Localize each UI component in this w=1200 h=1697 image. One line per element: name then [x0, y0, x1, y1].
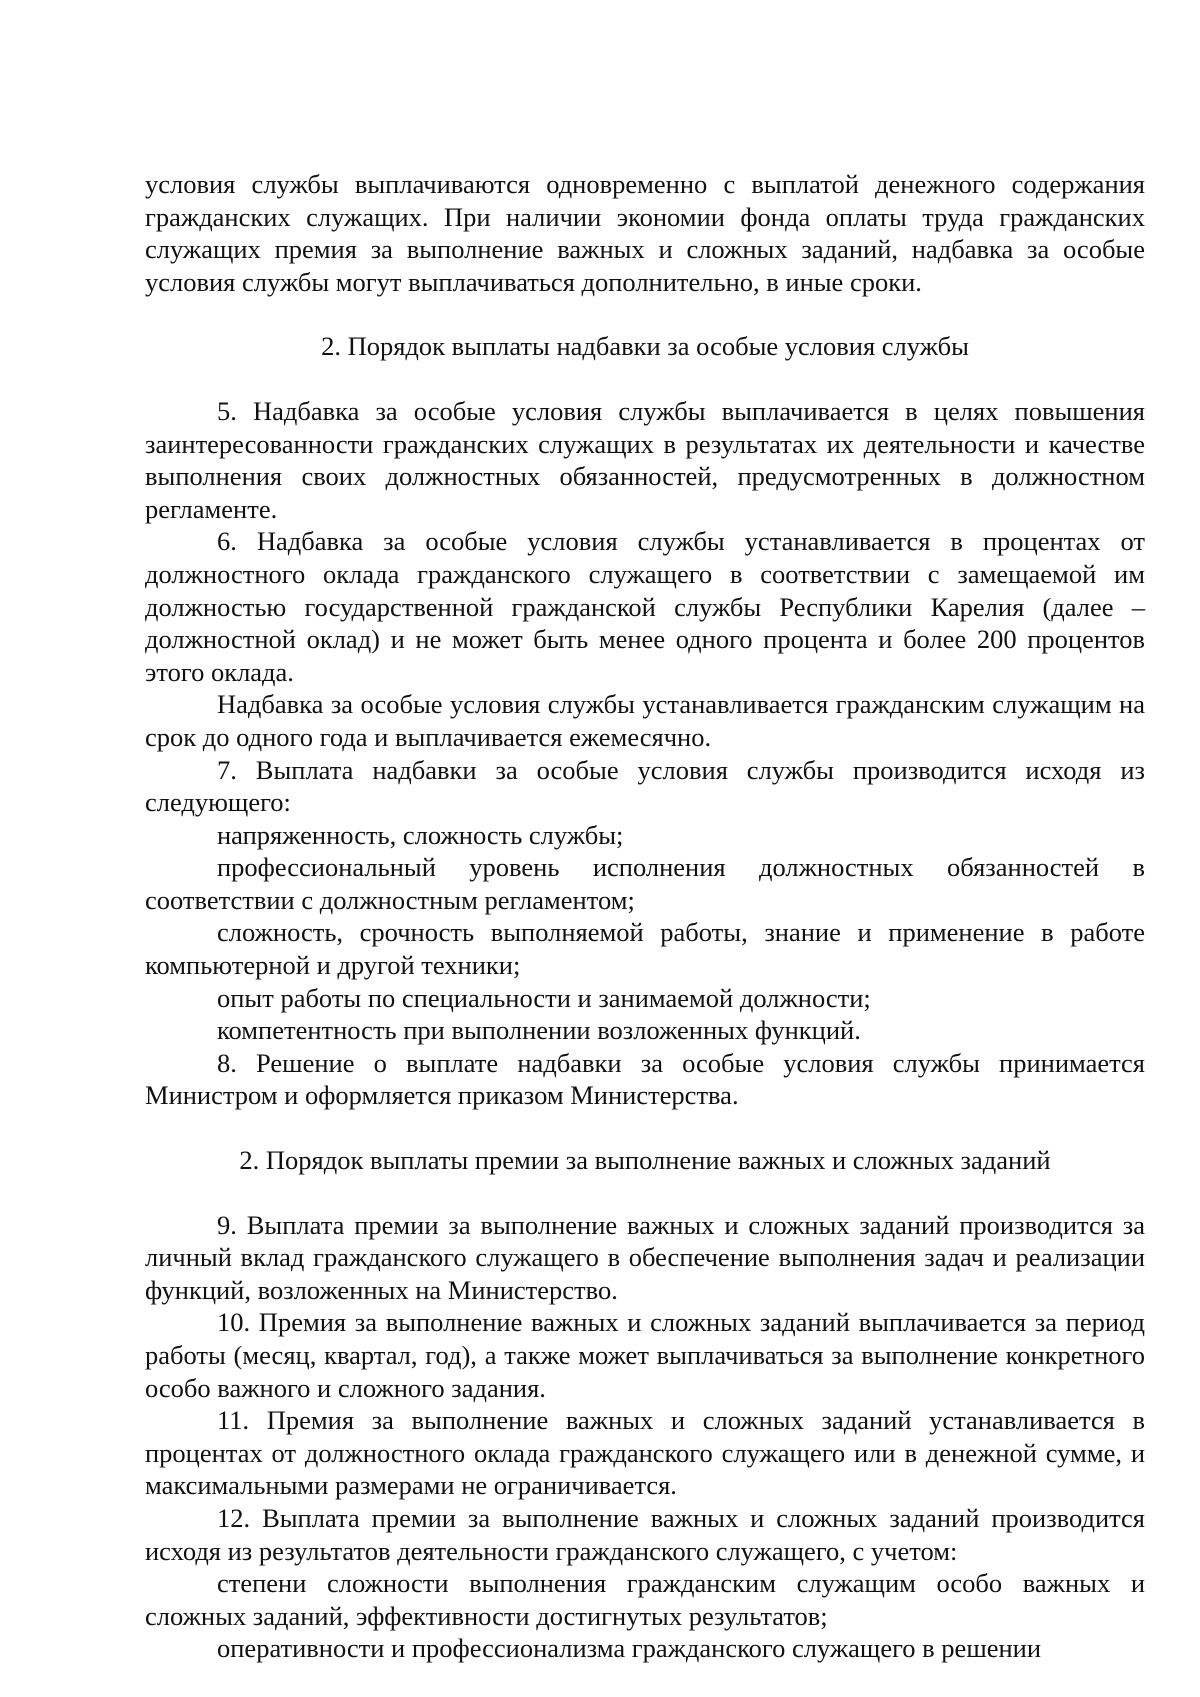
paragraph-item-7: 7. Выплата надбавки за особые условия службы производится исходя из следующего:: [145, 754, 1145, 818]
criteria-item: опыт работы по специальности и занимаемой должности;: [217, 982, 871, 1013]
paragraph-item-9: 9. Выплата премии за выполнение важных и сложных заданий производится за личный вклад гражданского служащего в обеспечение выполнения задач и реализации функций, возложенных на Министерство.: [145, 1209, 1145, 1305]
paragraph-item-6-term: Надбавка за особые условия службы устанавливается гражданским служащим на срок до одного года и выплачивается ежемесячно.: [145, 689, 1145, 752]
paragraph-continuation: условия службы выплачиваются одновременно с выплатой денежного содержания гражданских служащих. При наличии экономии фонда оплаты труда гражданских служащих премия за выполнение важных и сложных заданий, надбавка за особые условия службы могут выплачиваться дополнительно, в иные сроки.: [145, 169, 1145, 297]
paragraph-item-8: 8. Решение о выплате надбавки за особые условия службы принимается Министром и оформляется приказом Министерства.: [145, 1047, 1145, 1111]
document-body: [145, 168, 1145, 1665]
section-heading-allowance: 2. Порядок выплаты надбавки за особые условия службы: [321, 331, 969, 362]
criteria-item: сложность, срочность выполняемой работы, знание и применение в работе компьютерной и другой техники;: [145, 917, 1145, 981]
paragraph-item-5: 5. Надбавка за особые условия службы выплачивается в целях повышения заинтересованности гражданских служащих в результатах их деятельности и качестве выполнения своих должностных обязанностей, предусмотренных в должностном регламенте.: [145, 395, 1145, 524]
criteria-item: напряженность, сложность службы;: [217, 819, 624, 850]
paragraph-item-6: 6. Надбавка за особые условия службы устанавливается в процентах от должностного оклада гражданского служащего в соответствии с замещаемой им должностью государственной гражданской службы Республики Карелия (далее – должностной оклад) и не может быть менее одного процента и более 200 процентов этого оклада.: [145, 526, 1145, 687]
criteria-item: компетентность при выполнении возложенных функций.: [217, 1015, 861, 1046]
paragraph-item-10: 10. Премия за выполнение важных и сложных заданий выплачивается за период работы (месяц, квартал, год), а также может выплачиваться за выполнение конкретного особо важного и сложного задания.: [145, 1307, 1145, 1403]
criteria-item: профессиональный уровень исполнения должностных обязанностей в соответствии с должностным регламентом;: [145, 852, 1145, 915]
section-heading-bonus: 2. Порядок выплаты премии за выполнение важных и сложных заданий: [239, 1145, 1051, 1176]
criteria-item: степени сложности выполнения гражданским служащим особо важных и сложных заданий, эффективности достигнутых результатов;: [145, 1568, 1145, 1631]
criteria-item: оперативности и профессионализма гражданского служащего в решении: [217, 1633, 1042, 1664]
paragraph-item-12: 12. Выплата премии за выполнение важных и сложных заданий производится исходя из результатов деятельности гражданского служащего, с учетом:: [145, 1502, 1145, 1566]
paragraph-item-11: 11. Премия за выполнение важных и сложных заданий устанавливается в процентах от должностного оклада гражданского служащего или в денежной сумме, и максимальными размерами не ограничивается.: [145, 1405, 1145, 1501]
